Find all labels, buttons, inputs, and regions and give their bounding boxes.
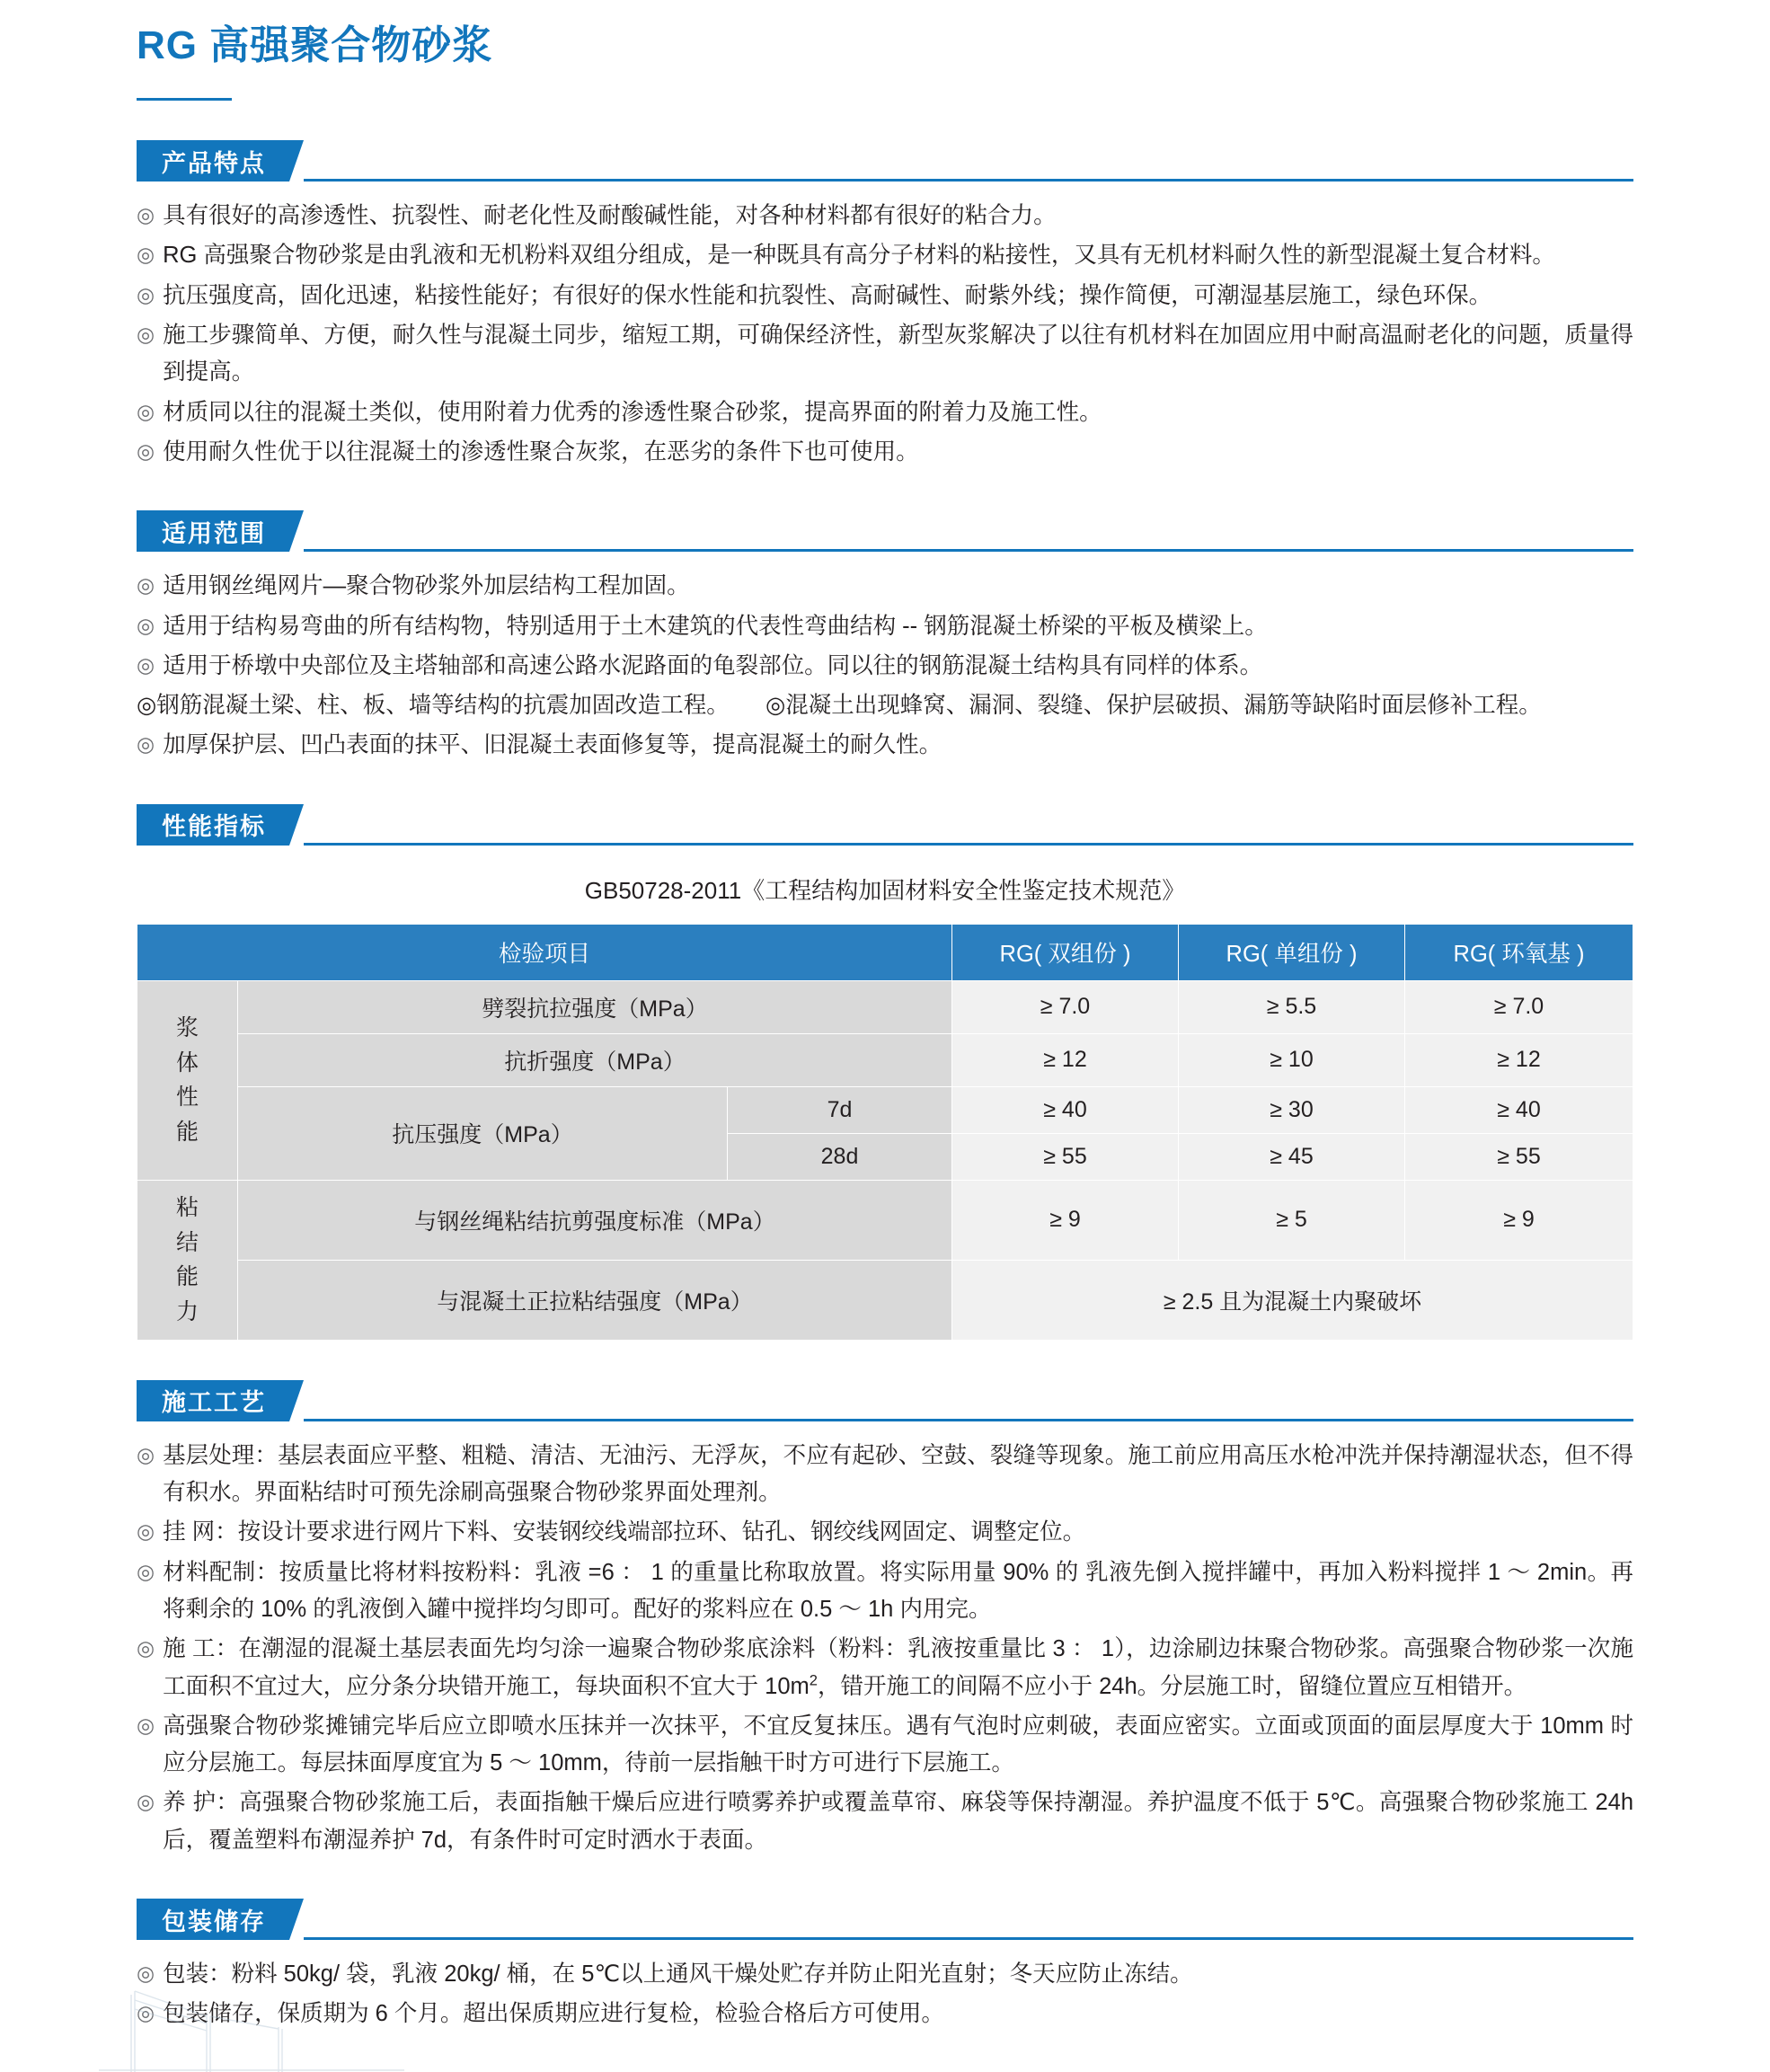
list-item-text: 施工步骤简单、方便，耐久性与混凝土同步，缩短工期，可确保经济性，新型灰浆解决了以往有机材料在加固应用中耐高温耐老化的问题，质量得到提高。 bbox=[163, 323, 1633, 385]
table-cell-item: 抗折强度（MPa） bbox=[238, 1033, 952, 1086]
ribbon-notch-icon bbox=[289, 1380, 304, 1421]
section-header-scope bbox=[137, 510, 1633, 552]
list-item bbox=[137, 687, 766, 724]
list-item bbox=[137, 648, 1633, 685]
list-item bbox=[137, 1996, 1633, 2032]
table-header-row bbox=[137, 924, 1633, 980]
table-cell-item: 劈裂抗拉强度（MPa） bbox=[238, 980, 952, 1033]
list-item bbox=[137, 1784, 1633, 1859]
packaging-list bbox=[137, 1956, 1633, 2033]
ribbon-notch-icon bbox=[289, 1899, 304, 1940]
table-cell-value: ≥ 7.0 bbox=[952, 980, 1179, 1033]
list-item-text: 使用耐久性优于以往混凝土的渗透性聚合灰浆，在恶劣的条件下也可使用。 bbox=[163, 438, 919, 465]
ribbon-notch-icon bbox=[289, 804, 304, 846]
circle-bullet-icon: ◎ bbox=[137, 1713, 155, 1737]
list-item bbox=[137, 434, 1633, 471]
circle-bullet-icon: ◎ bbox=[137, 282, 155, 306]
list-item-construction bbox=[137, 1631, 1633, 1705]
list-item-text: 包装：粉料 50kg/ 袋，乳液 20kg/ 桶，在 5℃以上通风干燥处贮存并防止阳光直射；冬天应防止冻结。 bbox=[163, 1961, 1193, 1988]
list-item bbox=[137, 1438, 1633, 1512]
row-group-label: 粘 结 能 力 bbox=[137, 1180, 238, 1340]
list-item bbox=[137, 278, 1633, 314]
section-rule bbox=[304, 1937, 1633, 1940]
table-header-cell: RG( 单组份 ) bbox=[1179, 924, 1405, 980]
circle-bullet-icon: ◎ bbox=[137, 732, 155, 757]
table-cell-value: ≥ 5 bbox=[1179, 1180, 1405, 1260]
circle-bullet-icon: ◎ bbox=[137, 693, 157, 719]
list-item-text: 适用钢丝绳网片—聚合物砂浆外加层结构工程加固。 bbox=[163, 573, 690, 599]
table-cell-value: ≥ 55 bbox=[952, 1133, 1179, 1180]
table-cell-item: 抗压强度（MPa） bbox=[238, 1086, 728, 1180]
circle-bullet-icon: ◎ bbox=[137, 1790, 155, 1814]
list-item bbox=[137, 568, 1633, 605]
list-item-text: 加厚保护层、凹凸表面的抹平、旧混凝土表面修复等，提高混凝土的耐久性。 bbox=[163, 732, 943, 758]
table-cell-subitem: 28d bbox=[728, 1133, 952, 1180]
list-item bbox=[137, 1554, 1633, 1629]
table-cell-value: ≥ 40 bbox=[1405, 1086, 1633, 1133]
list-item bbox=[137, 394, 1633, 431]
list-item-text: 适用于结构易弯曲的所有结构物，特别适用于土木建筑的代表性弯曲结构 -- 钢筋混凝土桥梁的平板及横梁上。 bbox=[163, 613, 1268, 639]
table-cell-value: ≥ 9 bbox=[1405, 1180, 1633, 1260]
list-item-text bbox=[163, 1631, 1633, 1705]
circle-bullet-icon: ◎ bbox=[766, 693, 786, 719]
circle-bullet-icon: ◎ bbox=[137, 1636, 155, 1660]
superscript-exponent: 2 bbox=[809, 1671, 818, 1689]
section-header-features bbox=[137, 140, 1633, 182]
table-row bbox=[137, 1086, 1633, 1133]
section-title-packaging: 包装储存 bbox=[137, 1899, 289, 1940]
section-rule bbox=[304, 1419, 1633, 1421]
table-cell-subitem: 7d bbox=[728, 1086, 952, 1133]
table-cell-value: ≥ 7.0 bbox=[1405, 980, 1633, 1033]
list-item bbox=[137, 317, 1633, 392]
list-item bbox=[137, 727, 1633, 764]
circle-bullet-icon: ◎ bbox=[137, 1519, 155, 1544]
table-header-cell: 检验项目 bbox=[137, 924, 952, 980]
construction-text-part2: ，错开施工的间隔不应小于 24h。分层施工时，留缝位置应互相错开。 bbox=[818, 1673, 1527, 1699]
list-item-text: 混凝土出现蜂窝、漏洞、裂缝、保护层破损、漏筋等缺陷时面层修补工程。 bbox=[785, 693, 1542, 719]
list-item bbox=[137, 1514, 1633, 1551]
circle-bullet-icon: ◎ bbox=[137, 1961, 155, 1986]
table-header-cell: RG( 双组份 ) bbox=[952, 924, 1179, 980]
table-cell-value: ≥ 10 bbox=[1179, 1033, 1405, 1086]
list-item bbox=[137, 198, 1633, 235]
list-item-text: 材质同以往的混凝土类似，使用附着力优秀的渗透性聚合砂浆，提高界面的附着力及施工性。 bbox=[163, 399, 1102, 425]
circle-bullet-icon: ◎ bbox=[137, 573, 155, 598]
table-row bbox=[137, 1033, 1633, 1086]
list-item-text: 材料配制：按质量比将材料按粉料：乳液 =6 ： 1 的重量比称取放置。将实际用量 90% 的 乳液先倒入搅拌罐中，再加入粉料搅拌 1 ～ 2min。再将剩余的 10% 的乳液倒入罐中搅拌均匀即可。配好的浆料应在 0.5 ～ 1h 内用完。 bbox=[163, 1559, 1633, 1622]
circle-bullet-icon: ◎ bbox=[137, 652, 155, 677]
construction-text-part1: 施 工：在潮湿的混凝土基层表面先均匀涂一遍聚合物砂浆底涂料（粉料：乳液按重量比 3 ： 1），边涂刷边抹聚合物砂浆。高强聚合物砂浆一次施工面积不宜过大，应分条分块错开施工，每块面积不宜大于 10m bbox=[163, 1636, 1633, 1699]
circle-bullet-icon: ◎ bbox=[137, 1559, 155, 1583]
table-row bbox=[137, 980, 1633, 1033]
process-list bbox=[137, 1438, 1633, 1859]
list-item-text: 具有很好的高渗透性、抗裂性、耐老化性及耐酸碱性能，对各种材料都有很好的粘合力。 bbox=[163, 203, 1057, 229]
list-item bbox=[137, 1956, 1633, 1993]
table-row bbox=[137, 1260, 1633, 1340]
circle-bullet-icon: ◎ bbox=[137, 438, 155, 463]
table-cell-value: ≥ 55 bbox=[1405, 1133, 1633, 1180]
circle-bullet-icon: ◎ bbox=[137, 203, 155, 227]
list-item-text: 适用于桥墩中央部位及主塔轴部和高速公路水泥路面的龟裂部位。同以往的钢筋混凝土结构具有同样的体系。 bbox=[163, 652, 1263, 678]
list-item-text: 包装储存，保质期为 6 个月。超出保质期应进行复检，检验合格后方可使用。 bbox=[163, 2001, 944, 2027]
table-caption: GB50728-2011《工程结构加固材料安全性鉴定技术规范》 bbox=[584, 876, 1186, 904]
list-item-text: 钢筋混凝土梁、柱、板、墙等结构的抗震加固改造工程。 bbox=[156, 693, 730, 719]
title-underline bbox=[137, 98, 232, 101]
table-cell-value: ≥ 5.5 bbox=[1179, 980, 1405, 1033]
list-item-text: 挂 网：按设计要求进行网片下料、安装钢绞线端部拉环、钻孔、钢绞线网固定、调整定位。 bbox=[163, 1519, 1086, 1545]
features-list bbox=[137, 198, 1633, 471]
ribbon-notch-icon bbox=[289, 510, 304, 552]
table-cell-value: ≥ 40 bbox=[952, 1086, 1179, 1133]
table-header-cell: RG( 环氧基 ) bbox=[1405, 924, 1633, 980]
list-item bbox=[137, 1708, 1633, 1783]
table-cell-value: ≥ 12 bbox=[1405, 1033, 1633, 1086]
table-cell-item: 与钢丝绳粘结抗剪强度标准（MPa） bbox=[238, 1180, 952, 1260]
row-group-label: 浆 体 性 能 bbox=[137, 980, 238, 1180]
page-title: RG 高强聚合物砂浆 bbox=[137, 23, 493, 67]
section-rule bbox=[304, 843, 1633, 846]
list-item-text: 养 护：高强聚合物砂浆施工后，表面指触干燥后应进行喷雾养护或覆盖草帘、麻袋等保持潮湿。养护温度不低于 5℃。高强聚合物砂浆施工 24h 后，覆盖塑料布潮湿养护 7d，有条件时可定时洒水于表面。 bbox=[163, 1790, 1633, 1853]
list-item bbox=[137, 237, 1633, 274]
table-cell-item: 与混凝土正拉粘结强度（MPa） bbox=[238, 1260, 952, 1340]
table-cell-value: ≥ 30 bbox=[1179, 1086, 1405, 1133]
list-item bbox=[766, 687, 1633, 724]
ribbon-notch-icon bbox=[289, 140, 304, 182]
list-item-text: RG 高强聚合物砂浆是由乳液和无机粉料双组分组成，是一种既具有高分子材料的粘接性，又具有无机材料耐久性的新型混凝土复合材料。 bbox=[163, 243, 1555, 269]
section-header-process bbox=[137, 1380, 1633, 1421]
circle-bullet-icon: ◎ bbox=[137, 243, 155, 267]
table-row bbox=[137, 1180, 1633, 1260]
scope-list bbox=[137, 568, 1633, 764]
table-cell-value: ≥ 45 bbox=[1179, 1133, 1405, 1180]
section-rule bbox=[304, 179, 1633, 182]
list-item-text: 抗压强度高，固化迅速，粘接性能好；有很好的保水性能和抗裂性、高耐碱性、耐紫外线；操作简便，可潮湿基层施工，绿色环保。 bbox=[163, 282, 1492, 308]
table-cell-value: ≥ 9 bbox=[952, 1180, 1179, 1260]
section-title-scope: 适用范围 bbox=[137, 510, 289, 552]
section-title-process: 施工工艺 bbox=[137, 1380, 289, 1421]
section-title-performance: 性能指标 bbox=[137, 804, 289, 846]
list-item bbox=[137, 608, 1633, 645]
performance-table bbox=[137, 924, 1633, 1341]
circle-bullet-icon: ◎ bbox=[137, 613, 155, 637]
section-rule bbox=[304, 549, 1633, 552]
list-item-paired bbox=[137, 687, 1633, 724]
section-title-features: 产品特点 bbox=[137, 140, 289, 182]
circle-bullet-icon: ◎ bbox=[137, 2001, 155, 2025]
circle-bullet-icon: ◎ bbox=[137, 323, 155, 347]
list-item-text: 高强聚合物砂浆摊铺完毕后应立即喷水压抹并一次抹平，不宜反复抹压。遇有气泡时应刺破，表面应密实。立面或顶面的面层厚度大于 10mm 时应分层施工。每层抹面厚度宜为 5 ～ 10mm，待前一层指触干时方可进行下层施工。 bbox=[163, 1713, 1633, 1776]
list-item-text: 基层处理：基层表面应平整、粗糙、清洁、无油污、无浮灰，不应有起砂、空鼓、裂缝等现象。施工前应用高压水枪冲洗并保持潮湿状态，但不得有积水。界面粘结时可预先涂刷高强聚合物砂浆界面处理剂。 bbox=[163, 1442, 1633, 1506]
circle-bullet-icon: ◎ bbox=[137, 1442, 155, 1466]
section-header-packaging bbox=[137, 1899, 1633, 1940]
table-cell-value: ≥ 12 bbox=[952, 1033, 1179, 1086]
section-header-performance bbox=[137, 804, 1633, 846]
circle-bullet-icon: ◎ bbox=[137, 399, 155, 423]
table-cell-value-merged: ≥ 2.5 且为混凝土内聚破坏 bbox=[952, 1260, 1633, 1340]
